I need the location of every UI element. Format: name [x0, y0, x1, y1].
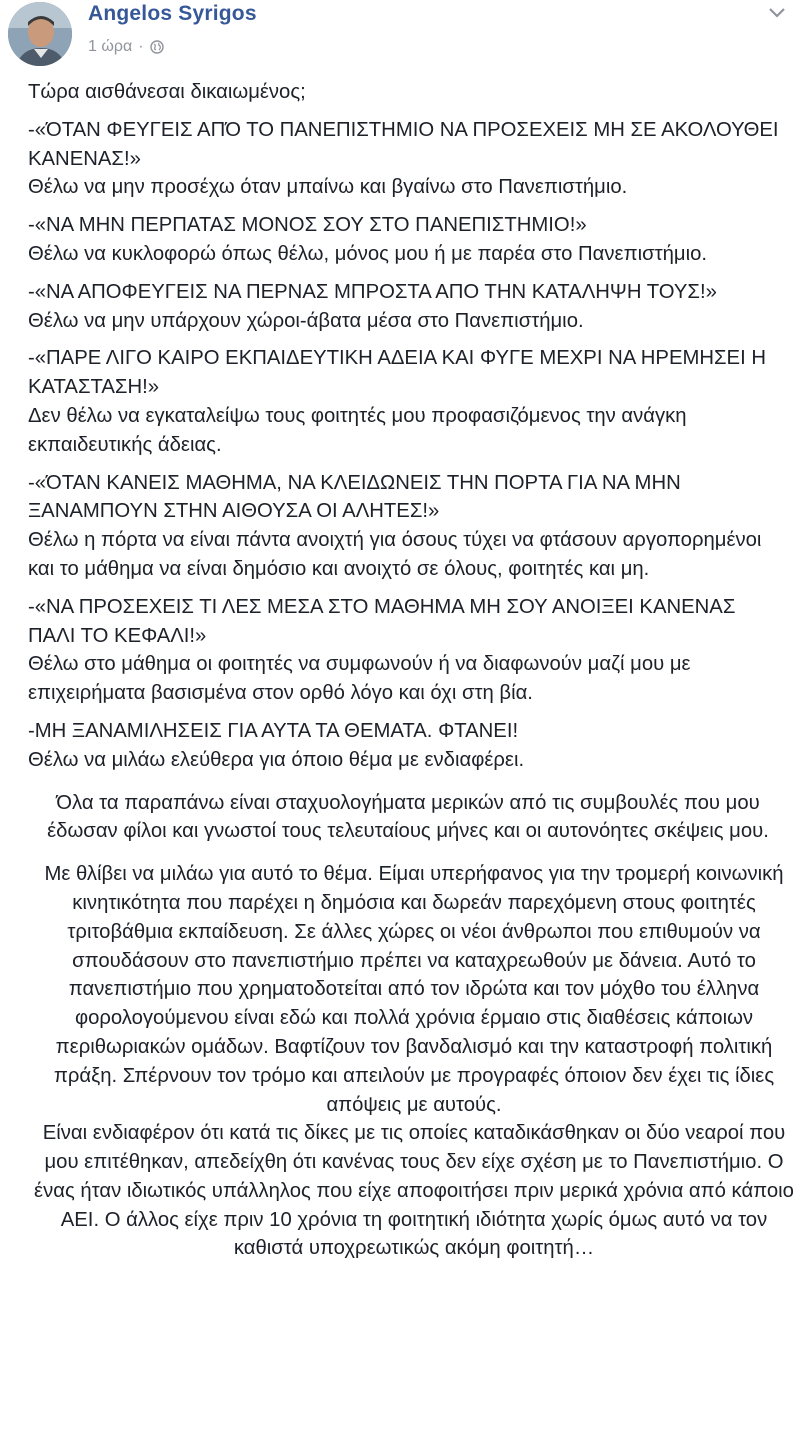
advice-text: -«ΝΑ ΜΗΝ ΠΕΡΠΑΤΑΣ ΜΟΝΟΣ ΣΟΥ ΣΤΟ ΠΑΝΕΠΙΣΤΗΜΙΟ!»: [28, 214, 587, 237]
reply-text: Δεν θέλω να εγκαταλείψω τους φοιτητές μου προφασιζόμενος την ανάγκη εκπαιδευτικής άδειας.: [28, 404, 687, 456]
post-time[interactable]: 1 ώρα: [88, 38, 133, 55]
reply-text: Θέλω η πόρτα να είναι πάντα ανοιχτή για όσους τύχει να φτάσουν αργοπορημένοι και το μάθημα να είναι δημόσιο και ανοιχτό σε όλους, φοιτητές και μη.: [28, 529, 762, 580]
advice-text: -«ΠΑΡΕ ΛΙΓΟ ΚΑΙΡΟ ΕΚΠΑΙΔΕΥΤΙΚΗ ΑΔΕΙΑ ΚΑΙ ΦΥΓΕ ΜΕΧΡΙ ΝΑ ΗΡΕΜΗΣΕΙ Η ΚΑΤΑΣΤΑΣΗ!»: [28, 347, 766, 399]
avatar[interactable]: [8, 2, 72, 66]
author-name[interactable]: Angelos Syrigos: [88, 2, 257, 25]
advice-text: -ΜΗ ΞΑΝΑΜΙΛΗΣΕΙΣ ΓΙΑ ΑΥΤΑ ΤΑ ΘΕΜΑΤΑ. ΦΤΑΝΕΙ!: [28, 719, 519, 742]
intro-text: Τώρα αισθάνεσαι δικαιωμένος;: [28, 81, 306, 103]
advice-text: -«ΝΑ ΑΠΟΦΕΥΓΕΙΣ ΝΑ ΠΕΡΝΑΣ ΜΠΡΟΣΤΑ ΑΠΟ ΤΗΝ ΚΑΤΑΛΗΨΗ ΤΟΥΣ!»: [28, 280, 717, 303]
summary-paragraph: Όλα τα παραπάνω είναι σταχυολογήματα μερικών από τις συμβουλές που μου έδωσαν φίλοι και γνωστοί τους τελευταίους μήνες και οι αυτονόητες σκέψεις μου.: [47, 791, 769, 843]
reply-text: Θέλω στο μάθημα οι φοιτητές να συμφωνούν ή να διαφωνούν μαζί μου με επιχειρήματα βασισμένα στον ορθό λόγο και όχι στη βία.: [28, 653, 691, 705]
reply-text: Θέλω να μην υπάρχουν χώροι-άβατα μέσα στο Πανεπιστήμιο.: [28, 309, 584, 332]
reply-text: Θέλω να κυκλοφορώ όπως θέλω, μόνος μου ή με παρέα στο Πανεπιστήμιο.: [28, 242, 707, 265]
post-body: [28, 78, 794, 1263]
post-header: [0, 0, 800, 72]
reply-text: Θέλω να μην προσέχω όταν μπαίνω και βγαίνω στο Πανεπιστήμιο.: [28, 176, 628, 199]
avatar-photo: [8, 2, 72, 66]
body-paragraph: Με θλίβει να μιλάω για αυτό το θέμα. Είμαι υπερήφανος για την τρομερή κοινωνική κινητικότητα που παρέχει η δημόσια και δωρεάν παρεχόμενη στους φοιτητές τριτοβάθμια εκπαίδευση. Σε άλλες χώρες οι νέοι άνθρωποι που επιθυμούν να σπουδάσουν στο πανεπιστήμιο πρέπει να καταχρεωθούν με δάνεια. Αυτό το πανεπιστήμιο που χρηματοδοτείται από τον ιδρώτα και τον μόχθο του έλληνα φορολογούμενου είναι εδώ και πολλά χρόνια έρμαιο στις διαθέσεις κάποιων περιθωριακών ομάδων. Βαφτίζουν τον βανδαλισμό και την καταστροφή πολιτική πράξη. Σπέρνουν τον τρόμο και απειλούν με προγραφές όποιον δεν έχει τις ίδιες απόψεις με αυτούς.: [44, 863, 784, 1116]
advice-text: -«ΌΤΑΝ ΚΑΝΕΙΣ ΜΑΘΗΜΑ, ΝΑ ΚΛΕΙΔΩΝΕΙΣ ΤΗΝ ΠΟΡΤΑ ΓΙΑ ΝΑ ΜΗΝ ΞΑΝΑΜΠΟΥΝ ΣΤΗΝ ΑΙΘΟΥΣΑ ΟΙ ΑΛΗΤΕΣ!»: [28, 471, 681, 523]
advice-text: -«ΌΤΑΝ ΦΕΥΓΕΙΣ ΑΠΌ ΤΟ ΠΑΝΕΠΙΣΤΗΜΙΟ ΝΑ ΠΡΟΣΕΧΕΙΣ ΜΗ ΣΕ ΑΚΟΛΟΥΘΕΙ ΚΑΝΕΝΑΣ!»: [28, 118, 779, 170]
meta-separator: ·: [138, 38, 144, 55]
chevron-down-icon[interactable]: [766, 6, 788, 20]
advice-text: -«ΝΑ ΠΡΟΣΕΧΕΙΣ ΤΙ ΛΕΣ ΜΕΣΑ ΣΤΟ ΜΑΘΗΜΑ ΜΗ ΣΟΥ ΑΝΟΙΞΕΙ ΚΑΝΕΝΑΣ ΠΑΛΙ ΤΟ ΚΕΦΑΛΙ!»: [28, 595, 736, 647]
globe-icon[interactable]: [150, 40, 164, 54]
reply-text: Θέλω να μιλάω ελεύθερα για όποιο θέμα με ενδιαφέρει.: [28, 748, 525, 771]
body-paragraph: Είναι ενδιαφέρον ότι κατά τις δίκες με τις οποίες καταδικάσθηκαν οι δύο νεαροί που μου επιτέθηκαν, απεδείχθη ότι κανένας τους δεν είχε σχέση με το Πανεπιστήμιο. Ο ένας ήταν ιδιωτικός υπάλληλος που είχε αποφοιτήσει πριν μερικά χρόνια από κάποιο ΑΕΙ. Ο άλλος είχε πριν 10 χρόνια τη φοιτητική ιδιότητα χωρίς όμως αυτό να τον καθιστά υποχρεωτικώς ακόμη φοιτητή…: [34, 1122, 794, 1260]
post-meta: [88, 38, 164, 56]
